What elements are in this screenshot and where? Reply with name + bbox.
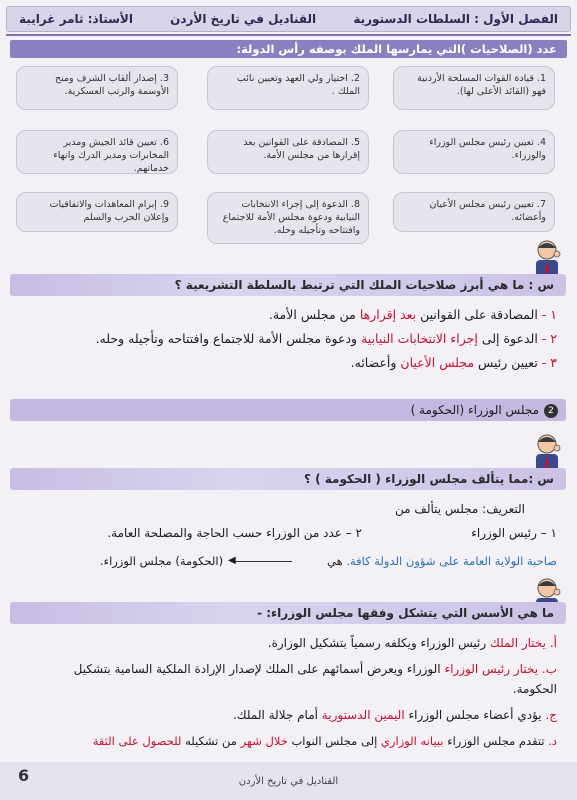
basis-item-cont: الحكومة. xyxy=(512,682,557,696)
section-heading xyxy=(10,399,566,421)
arrow-head-icon: ◀ xyxy=(228,555,236,566)
definition-text: التعريف: مجلس يتألف من xyxy=(395,502,525,516)
power-card: 5. المصادقة على القوانين بعد إقرارها من مجلس الأمة. xyxy=(207,130,369,174)
composition-item: ١ – رئيس الوزراء xyxy=(471,526,557,540)
power-card: 8. الدعوة إلى إجراء الانتخابات النيابية ودعوة مجلس الأمة للاجتماع وافتتاحه وتأجيله وحله. xyxy=(207,192,369,244)
power-card: 6. تعيين قائد الجيش ومدير المخابرات ومدير الدرك وانهاء خدماتهم. xyxy=(16,130,178,174)
book-title: القناديل في تاريخ الأردن xyxy=(170,12,317,26)
power-card: 2. اختيار ولي العهد وتعيين نائب الملك . xyxy=(207,66,369,110)
government-role-line: صاحبة الولاية العامة على شؤون الدولة كافة. هي xyxy=(327,554,557,568)
question-bar: س :مما يتألف مجلس الوزراء ( الحكومة ) ؟ xyxy=(10,468,566,490)
teacher-name: الأستاذ: ثامر غرايبة xyxy=(19,12,133,26)
basis-item: د. تتقدم مجلس الوزراء ببيانه الوزاري إلى مجلس النواب خلال شهر من تشكيله للحصول على الثقة xyxy=(92,734,557,748)
answer-line: ١ - المصادقة على القوانين بعد إقرارها من مجلس الأمة. xyxy=(268,307,557,322)
question-bar: ما هي الأسس التي يتشكل وفقها مجلس الوزراء: - xyxy=(10,602,566,624)
government-answer: (الحكومة) مجلس الوزراء. xyxy=(100,554,224,568)
composition-item: ٢ – عدد من الوزراء حسب الحاجة والمصلحة العامة. xyxy=(107,526,362,540)
page-number: 6 xyxy=(18,766,30,785)
page-header xyxy=(6,6,571,32)
powers-title: عدد (الصلاحيات )التي يمارسها الملك بوصفه رأس الدولة: xyxy=(10,40,567,58)
answer-line: ٣ - تعيين رئيس مجلس الأعيان وأعضائه. xyxy=(350,355,557,370)
power-card: 9. إبرام المعاهدات والاتفاقيات وإعلان الحرب والسلم xyxy=(16,192,178,232)
question-bar: س : ما هي أبرز صلاحيات الملك التي ترتبط بالسلطة التشريعية ؟ xyxy=(10,274,566,296)
power-card: 1. قيادة القوات المسلحة الأردنية فهو (القائد الأعلى لها). xyxy=(393,66,555,110)
power-card: 3. إصدار ألقاب الشرف ومنح الأوسمة والرتب العسكرية. xyxy=(16,66,178,110)
header-divider xyxy=(6,34,571,36)
basis-item: أ. يختار الملك رئيس الوزراء ويكلفه رسمياً بتشكيل الوزارة. xyxy=(267,636,557,650)
footer-title: القناديل في تاريخ الأردن xyxy=(238,776,339,787)
basis-item: ب. يختار رئيس الوزراء الوزراء ويعرض أسمائهم على الملك لإصدار الإرادة الملكية السامية بتشكيل xyxy=(73,662,557,676)
answer-line: ٢ - الدعوة إلى إجراء الانتخابات النيابية ودعوة مجلس الأمة للاجتماع وافتتاحه وتأجيله وحله. xyxy=(95,331,557,346)
power-card: 7. تعيين رئيس مجلس الأعيان وأعضائه. xyxy=(393,192,555,232)
power-card: 4. تعيين رئيس مجلس الوزراء والوزراء. xyxy=(393,130,555,174)
section-number-badge: 2 xyxy=(544,404,558,418)
basis-item: ج. يؤدي أعضاء مجلس الوزراء اليمين الدستورية أمام جلالة الملك. xyxy=(232,708,557,722)
arrow-line xyxy=(232,561,292,562)
section-title: مجلس الوزراء (الحكومة ) xyxy=(410,403,539,417)
chapter-title: الفصل الأول : السلطات الدستورية xyxy=(353,12,558,26)
